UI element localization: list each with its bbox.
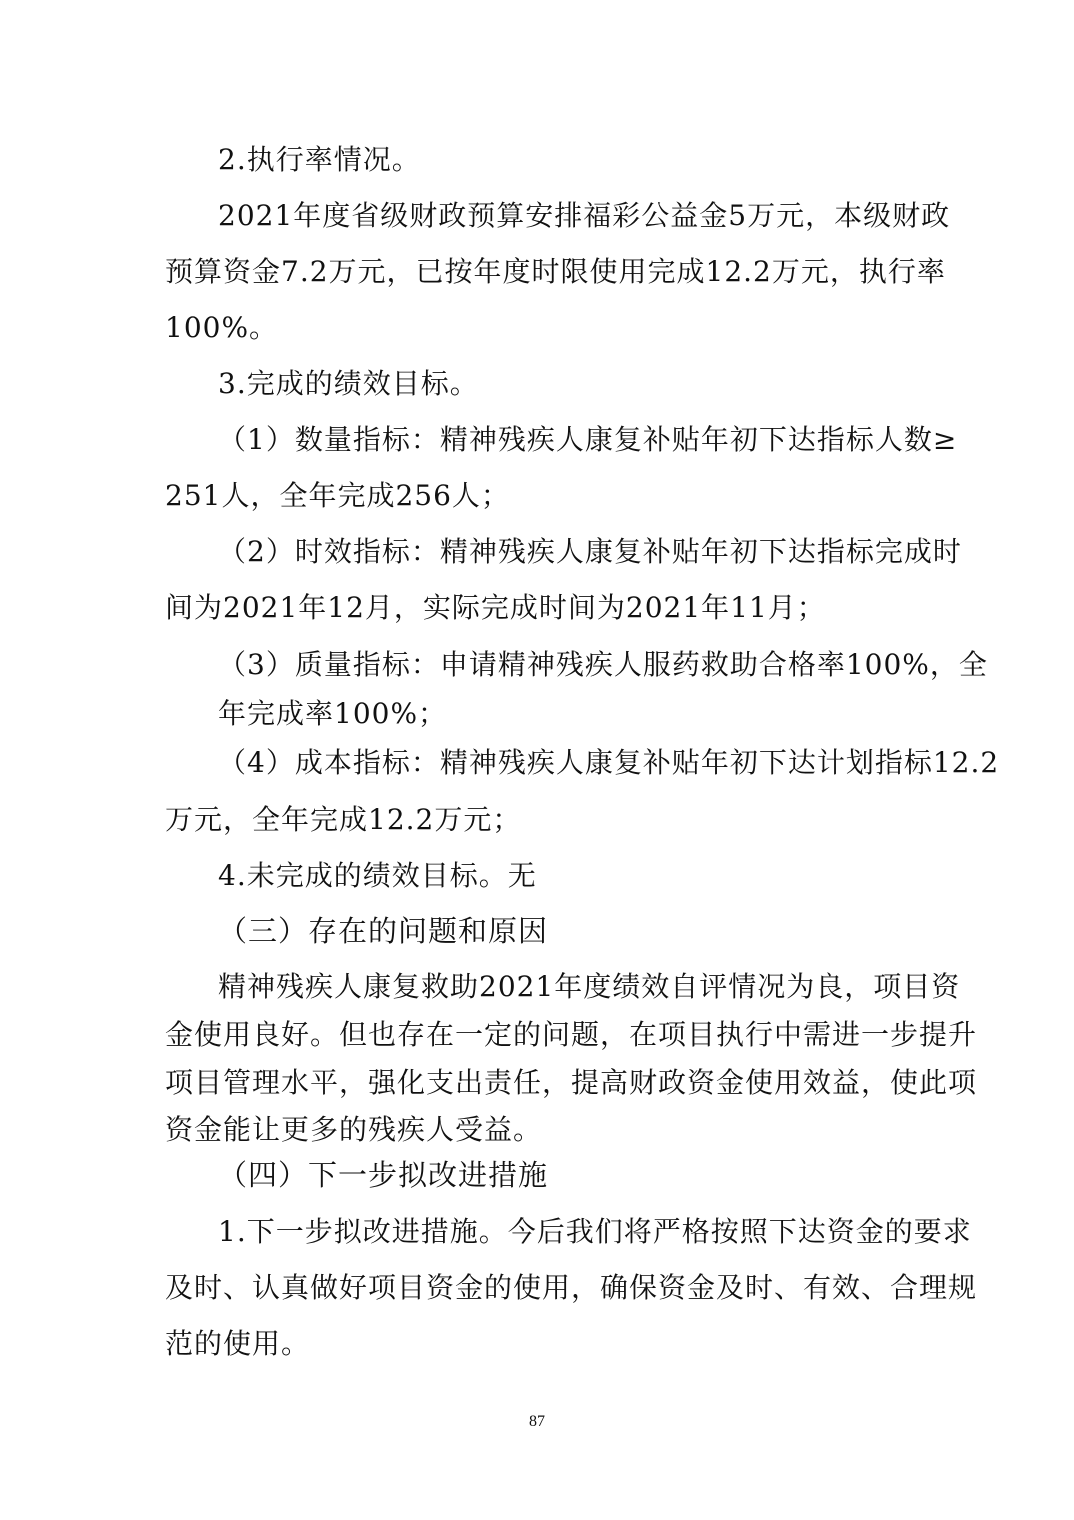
- paragraph-line: 251人，全年完成256人；: [165, 479, 510, 512]
- paragraph-line: 间为2021年12月，实际完成时间为2021年11月；: [165, 591, 826, 624]
- paragraph-line: （3）质量指标：申请精神残疾人服药救助合格率100%，全: [218, 648, 988, 681]
- subsection-completed-goals: 3.完成的绩效目标。: [218, 367, 479, 400]
- paragraph-line: 及时、认真做好项目资金的使用，确保资金及时、有效、合理规: [165, 1271, 978, 1304]
- paragraph-line: 预算资金7.2万元，已按年度时限使用完成12.2万元，执行率: [165, 255, 946, 288]
- subsection-execution-rate: 2.执行率情况。: [218, 143, 421, 176]
- paragraph-line: 金使用良好。但也存在一定的问题，在项目执行中需进一步提升: [165, 1018, 978, 1051]
- paragraph-line: 资金能让更多的残疾人受益。: [165, 1113, 543, 1146]
- paragraph-line: 年完成率100%；: [218, 697, 448, 730]
- paragraph-line: （4）成本指标：精神残疾人康复补贴年初下达计划指标12.2: [218, 746, 1000, 779]
- section-heading-next-steps: （四）下一步拟改进措施: [218, 1158, 549, 1192]
- paragraph-line: （2）时效指标：精神残疾人康复补贴年初下达指标完成时: [218, 535, 962, 568]
- paragraph-line: 2021年度省级财政预算安排福彩公益金5万元，本级财政: [218, 199, 951, 232]
- paragraph-line: 范的使用。: [165, 1327, 311, 1360]
- paragraph-line: 100%。: [165, 311, 279, 344]
- section-heading-problems: （三）存在的问题和原因: [218, 914, 549, 948]
- paragraph-line: 项目管理水平，强化支出责任，提高财政资金使用效益，使此项: [165, 1066, 978, 1099]
- paragraph-line: （1）数量指标：精神残疾人康复补贴年初下达指标人数≥: [218, 423, 958, 456]
- page-number: 87: [529, 1413, 545, 1430]
- paragraph-line: 精神残疾人康复救助2021年度绩效自评情况为良，项目资: [218, 970, 961, 1003]
- paragraph-line: 万元，全年完成12.2万元；: [165, 803, 522, 836]
- subsection-incomplete-goals: 4.未完成的绩效目标。无: [218, 859, 537, 892]
- paragraph-line: 1.下一步拟改进措施。今后我们将严格按照下达资金的要求: [218, 1215, 972, 1248]
